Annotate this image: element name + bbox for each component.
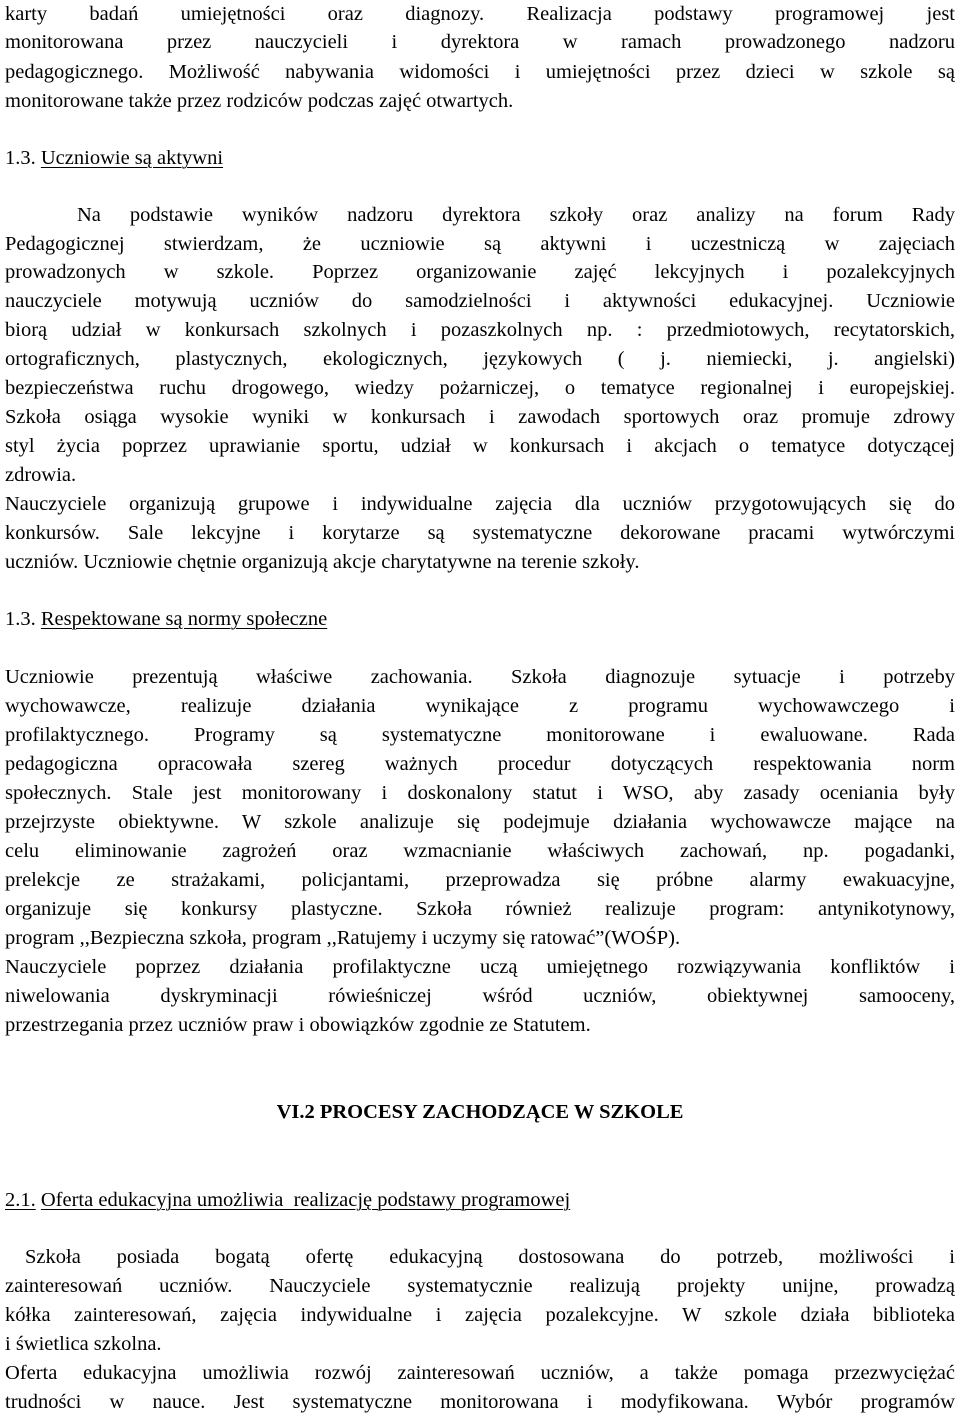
paragraph-line: Uczniowie prezentują właściwe zachowania. Szkoła diagnozuje sytuacje i potrzeby [5, 666, 955, 688]
paragraph-line: trudności w nauce. Jest systematyczne monitorowana i modyfikowana. Wybór programów [5, 1391, 955, 1413]
section-number: 2.1. [5, 1189, 36, 1211]
section-title: Respektowane są normy społeczne [40, 608, 328, 630]
paragraph-line: Szkoła posiada bogatą ofertę edukacyjną dostosowana do potrzeb, możliwości i [25, 1246, 955, 1268]
paragraph-line: monitorowane także przez rodziców podczas zajęć otwartych. [5, 90, 514, 112]
paragraph-line: Szkoła osiąga wysokie wyniki w konkursach i zawodach sportowych oraz promuje zdrowy [5, 406, 955, 428]
paragraph-line: prowadzonych w szkole. Poprzez organizowanie zajęć lekcyjnych i pozalekcyjnych [5, 261, 955, 283]
paragraph-line: Oferta edukacyjna umożliwia rozwój zainteresowań uczniów, a także pomaga przezwyciężać [5, 1362, 955, 1384]
paragraph-line: nauczyciele motywują uczniów do samodzielności i aktywności edukacyjnej. Uczniowie [5, 290, 955, 312]
paragraph-line: karty badań umiejętności oraz diagnozy. Realizacja podstawy programowej jest [5, 3, 955, 25]
paragraph-line: kółka zainteresowań, zajęcia indywidualne i zajęcia pozalekcyjne. W szkole działa biblioteka [5, 1304, 955, 1326]
paragraph-line: biorą udział w konkursach szkolnych i pozaszkolnych np. : przedmiotowych, recytatorskich, [5, 319, 955, 341]
section-title: Uczniowie są aktywni [40, 147, 224, 169]
paragraph-line: przejrzyste obiektywne. W szkole analizuje się podejmuje działania wychowawcze mające na [5, 811, 955, 833]
paragraph-line: organizuje się konkursy plastyczne. Szkoła również realizuje program: antynikotynowy, [5, 898, 955, 920]
paragraph-line: Nauczyciele poprzez działania profilaktyczne uczą umiejętnego rozwiązywania konfliktów i [5, 956, 955, 978]
paragraph-line: zainteresowań uczniów. Nauczyciele systematycznie realizują projekty unijne, prowadzą [5, 1275, 955, 1297]
paragraph-line: pedagogicznego. Możliwość nabywania widomości i umiejętności przez dzieci w szkole są [5, 61, 955, 83]
paragraph-line: bezpieczeństwa ruchu drogowego, wiedzy pożarniczej, o tematyce regionalnej i europejskiej. [5, 377, 955, 399]
section-heading-normy [5, 605, 327, 633]
paragraph-line: profilaktycznego. Programy są systematyczne monitorowane i ewaluowane. Rada [5, 724, 955, 746]
section-number: 1.3. [5, 608, 36, 630]
section-number: 1.3. [5, 147, 36, 169]
paragraph-line: program ,,Bezpieczna szkoła, program ,,Ratujemy i uczymy się ratować”(WOŚP). [5, 927, 681, 949]
paragraph-line: i świetlica szkolna. [5, 1333, 162, 1355]
paragraph-line: uczniów. Uczniowie chętnie organizują akcje charytatywne na terenie szkoły. [5, 551, 640, 573]
paragraph-line: niwelowania dyskryminacji rówieśniczej wśród uczniów, obiektywnej samooceny, [5, 985, 955, 1007]
paragraph-line: pedagogiczna opracowała szereg ważnych procedur dotyczących respektowania norm [5, 753, 955, 775]
chapter-heading: VI.2 PROCESY ZACHODZĄCE W SZKOLE [276, 1101, 684, 1123]
paragraph-line: ortograficznych, plastycznych, ekologicznych, językowych ( j. niemiecki, j. angielski) [5, 348, 955, 370]
section-heading-oferta [5, 1186, 570, 1214]
paragraph-line: prelekcje ze strażakami, policjantami, przeprowadza się próbne alarmy ewakuacyjne, [5, 869, 955, 891]
paragraph-line: Nauczyciele organizują grupowe i indywidualne zajęcia dla uczniów przygotowujących się do [5, 493, 955, 515]
paragraph-line: konkursów. Sale lekcyjne i korytarze są systematyczne dekorowane pracami wytwórczymi [5, 522, 955, 544]
section-heading-aktywni [5, 144, 223, 172]
paragraph-line: przestrzegania przez uczniów praw i obowiązków zgodnie ze Statutem. [5, 1014, 591, 1036]
paragraph-line: Na podstawie wyników nadzoru dyrektora szkoły oraz analizy na forum Rady [77, 204, 955, 226]
paragraph-line: celu eliminowanie zagrożeń oraz wzmacnianie właściwych zachowań, np. pogadanki, [5, 840, 955, 862]
paragraph-line: wychowawcze, realizuje działania wynikające z programu wychowawczego i [5, 695, 955, 717]
section-title: Oferta edukacyjna umożliwia realizację podstawy programowej [40, 1189, 571, 1211]
paragraph-line: Pedagogicznej stwierdzam, że uczniowie są aktywni i uczestniczą w zajęciach [5, 233, 955, 255]
paragraph-line: zdrowia. [5, 464, 77, 486]
paragraph-line: styl życia poprzez uprawianie sportu, udział w konkursach i akcjach o tematyce dotyczącej [5, 435, 955, 457]
paragraph-line: społecznych. Stale jest monitorowany i doskonalony statut i WSO, aby zasady oceniania były [5, 782, 955, 804]
paragraph-line: monitorowana przez nauczycieli i dyrektora w ramach prowadzonego nadzoru [5, 31, 955, 53]
